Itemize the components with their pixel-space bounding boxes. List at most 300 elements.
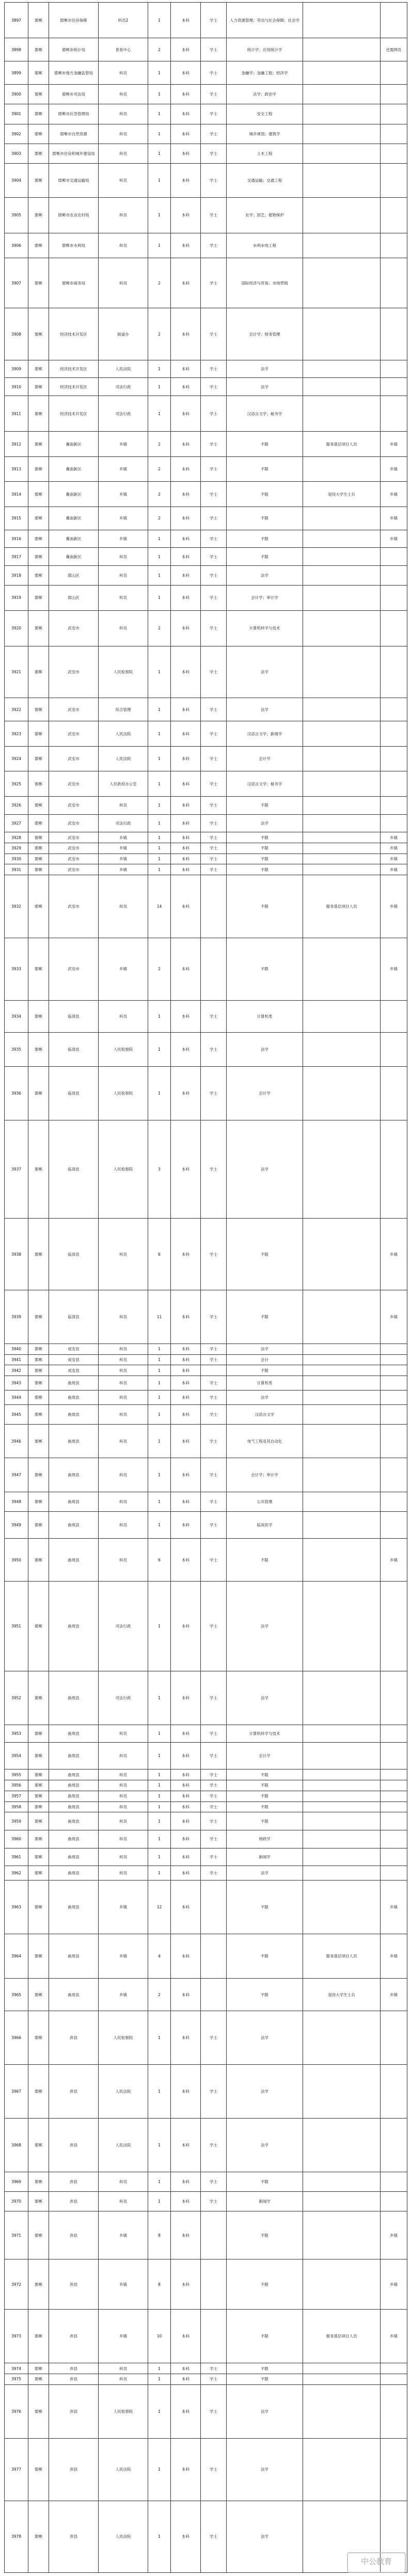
table-cell: 本科 — [171, 258, 201, 308]
table-cell: 科员 — [99, 1424, 148, 1458]
table-cell: 乡镇 — [99, 432, 148, 456]
recruitment-table — [4, 2, 407, 2573]
table-cell: 武安市 — [49, 938, 99, 1000]
table-cell: 乡镇 — [381, 507, 407, 530]
table-row — [5, 1582, 407, 1671]
table-cell: 邯郸市交通运输局 — [49, 163, 99, 197]
table-cell — [381, 1725, 407, 1743]
table-cell: 邯郸 — [28, 507, 49, 530]
table-cell — [381, 233, 407, 258]
table-cell: 科员 — [99, 1743, 148, 1769]
table-row — [5, 104, 407, 124]
table-cell: 乡镇 — [99, 843, 148, 854]
table-cell: 科员 — [99, 1801, 148, 1812]
table-cell — [381, 61, 407, 85]
table-cell: 邯郸 — [28, 1979, 49, 2011]
table-cell: 3931 — [5, 864, 28, 875]
table-cell: 交通运输；交通工程 — [227, 163, 303, 197]
table-cell: 学士 — [201, 1791, 227, 1801]
table-cell: 冀南新区 — [49, 530, 99, 548]
table-cell: 临漳县 — [49, 1290, 99, 1344]
table-row — [5, 610, 407, 646]
table-cell: 邯郸 — [28, 843, 49, 854]
table-cell: 3 — [148, 1120, 171, 1219]
table-cell: 乡镇 — [99, 1934, 148, 1979]
table-cell — [381, 548, 407, 566]
table-cell: 1 — [148, 864, 171, 875]
table-row — [5, 144, 407, 163]
table-cell: 本科 — [171, 1801, 201, 1812]
table-row — [5, 1066, 407, 1120]
table-cell: 1 — [148, 2374, 171, 2384]
table-cell: 法学 — [227, 646, 303, 698]
table-cell: 学士 — [201, 1492, 227, 1512]
table-cell: 学士 — [201, 482, 227, 507]
table-cell: 本科 — [171, 1791, 201, 1801]
table-cell: 本科 — [171, 104, 201, 124]
table-cell: 科员 — [99, 1404, 148, 1424]
table-cell — [303, 507, 381, 530]
table-cell: 3939 — [5, 1290, 28, 1344]
table-cell — [381, 1830, 407, 1848]
table-cell: 曲周县 — [49, 1404, 99, 1424]
table-cell — [303, 1120, 381, 1219]
table-cell: 邯郸 — [28, 38, 49, 61]
table-cell — [303, 864, 381, 875]
table-cell: 学士 — [201, 197, 227, 233]
table-cell: 学士 — [201, 38, 227, 61]
table-cell — [303, 1033, 381, 1067]
table-cell: 邯郸市农业农村局 — [49, 197, 99, 233]
table-cell: 不限 — [227, 548, 303, 566]
table-cell: 3976 — [5, 2384, 28, 2438]
table-cell: 3963 — [5, 1880, 28, 1934]
table-cell: 邯山区 — [49, 566, 99, 586]
table-cell: 会计学；审计学 — [227, 1458, 303, 1492]
table-cell: 人民法院 — [99, 2438, 148, 2501]
table-row — [5, 771, 407, 796]
table-cell: 1 — [148, 1512, 171, 1539]
table-cell: 本科 — [171, 1344, 201, 1354]
table-row — [5, 1000, 407, 1032]
table-cell: 3926 — [5, 796, 28, 814]
table-cell: 法学 — [227, 1866, 303, 1880]
table-cell — [201, 1880, 227, 1934]
table-cell: 科员 — [99, 1365, 148, 1376]
table-cell: 邯郸 — [28, 2259, 49, 2310]
table-cell: 学士 — [201, 1424, 227, 1458]
table-cell: 11 — [148, 1290, 171, 1344]
table-cell: 学士 — [201, 258, 227, 308]
table-cell: 新闻学 — [227, 2191, 303, 2211]
table-cell — [381, 721, 407, 746]
table-cell: 科员 — [99, 796, 148, 814]
table-row — [5, 1769, 407, 1780]
table-cell: 4 — [148, 1934, 171, 1979]
table-cell — [381, 1404, 407, 1424]
table-cell: 3961 — [5, 1848, 28, 1866]
table-cell — [381, 1376, 407, 1390]
table-cell: 学士 — [201, 530, 227, 548]
table-cell: 会计学 — [227, 1743, 303, 1769]
table-cell: 6 — [148, 1219, 171, 1290]
table-cell: 3935 — [5, 1033, 28, 1067]
table-cell — [201, 1934, 227, 1979]
table-cell: 1 — [148, 1033, 171, 1067]
table-cell: 3936 — [5, 1066, 28, 1120]
table-cell — [381, 1780, 407, 1791]
table-cell: 3924 — [5, 746, 28, 771]
table-cell: 乡镇 — [99, 530, 148, 548]
table-cell: 1 — [148, 1812, 171, 1830]
table-cell — [303, 1880, 381, 1934]
table-row — [5, 746, 407, 771]
table-cell: 不限 — [227, 2310, 303, 2363]
table-cell: 邯郸 — [28, 1582, 49, 1671]
table-cell: 学士 — [201, 2363, 227, 2374]
table-cell: 不限 — [227, 1801, 303, 1812]
table-cell: 不限 — [227, 1791, 303, 1801]
table-cell: 涉县 — [49, 2374, 99, 2384]
table-cell: 3965 — [5, 1979, 28, 2011]
table-cell: 武安市 — [49, 610, 99, 646]
table-cell — [303, 378, 381, 396]
table-cell: 武安市 — [49, 746, 99, 771]
table-cell: 学士 — [201, 843, 227, 854]
table-cell: 3966 — [5, 2011, 28, 2064]
table-cell — [303, 163, 381, 197]
table-cell — [381, 2191, 407, 2211]
table-cell — [303, 814, 381, 832]
table-cell: 不限 — [227, 1812, 303, 1830]
table-cell: 邯郸 — [28, 163, 49, 197]
table-cell: 邯郸 — [28, 1424, 49, 1458]
table-cell: 1 — [148, 2172, 171, 2191]
table-cell: 学士 — [201, 3, 227, 38]
table-cell — [303, 530, 381, 548]
table-row — [5, 1725, 407, 1743]
table-row — [5, 396, 407, 432]
table-cell: 本科 — [171, 163, 201, 197]
table-cell: 3950 — [5, 1539, 28, 1582]
table-cell: 涉县 — [49, 2310, 99, 2363]
table-cell: 3917 — [5, 548, 28, 566]
table-row — [5, 1812, 407, 1830]
table-row — [5, 2211, 407, 2259]
table-cell: 本科 — [171, 61, 201, 85]
table-cell: 学士 — [201, 854, 227, 864]
table-cell: 科员 — [99, 2374, 148, 2384]
table-cell: 本科 — [171, 1780, 201, 1791]
table-cell: 3900 — [5, 85, 28, 104]
table-cell: 人民检察院 — [99, 1066, 148, 1120]
table-cell: 武安市 — [49, 721, 99, 746]
table-cell: 科员 — [99, 1780, 148, 1791]
table-cell — [303, 1848, 381, 1866]
table-cell: 汉语言文学；秘书学 — [227, 771, 303, 796]
table-cell: 武安市 — [49, 646, 99, 698]
table-cell: 学士 — [201, 1512, 227, 1539]
table-cell: 邯郸 — [28, 360, 49, 378]
table-row — [5, 698, 407, 721]
table-cell — [303, 610, 381, 646]
table-cell — [303, 1290, 381, 1344]
table-cell: 学士 — [201, 2064, 227, 2118]
table-cell — [303, 586, 381, 610]
table-cell: 学士 — [201, 566, 227, 586]
table-cell: 1 — [148, 814, 171, 832]
table-cell — [303, 1354, 381, 1365]
table-row — [5, 507, 407, 530]
table-cell: 学士 — [201, 586, 227, 610]
table-cell: 1 — [148, 144, 171, 163]
table-cell: 1 — [148, 2501, 171, 2572]
table-cell: 学士 — [201, 1780, 227, 1791]
table-cell: 本科 — [171, 2310, 201, 2363]
table-cell: 科员 — [99, 1866, 148, 1880]
table-cell: 邯郸 — [28, 2172, 49, 2191]
table-cell: 学士 — [201, 2374, 227, 2384]
table-cell: 临漳县 — [49, 1033, 99, 1067]
table-cell: 14 — [148, 875, 171, 938]
table-cell: 还需网页 — [381, 38, 407, 61]
table-cell: 邯郸 — [28, 646, 49, 698]
table-row — [5, 2172, 407, 2191]
table-cell: 科员 — [99, 104, 148, 124]
table-cell: 汉语言文学 — [227, 1404, 303, 1424]
position-table — [4, 2, 407, 2573]
table-cell: 邯郸 — [28, 2211, 49, 2259]
table-cell: 1 — [148, 1492, 171, 1512]
table-cell: 学士 — [201, 698, 227, 721]
table-cell: 学士 — [201, 1769, 227, 1780]
table-cell: 临漳县 — [49, 1219, 99, 1290]
table-cell: 3974 — [5, 2363, 28, 2374]
table-cell: 2 — [148, 456, 171, 481]
table-cell: 1 — [148, 721, 171, 746]
table-cell: 学士 — [201, 2384, 227, 2438]
table-cell: 本科 — [171, 1671, 201, 1725]
table-cell: 不限 — [227, 2211, 303, 2259]
table-cell: 3927 — [5, 814, 28, 832]
table-cell: 曲周县 — [49, 1582, 99, 1671]
table-row — [5, 814, 407, 832]
table-cell: 邯郸 — [28, 1000, 49, 1032]
table-cell: 汉语言文学；秘书学 — [227, 396, 303, 432]
table-cell: 服务基层项目人员 — [303, 1934, 381, 1979]
table-cell: 金融学；金融工程；经济学 — [227, 61, 303, 85]
table-cell: 邯郸 — [28, 1354, 49, 1365]
table-cell: 邯郸 — [28, 814, 49, 832]
table-cell: 学士 — [201, 1120, 227, 1219]
table-cell: 1 — [148, 771, 171, 796]
table-cell: 法学 — [227, 360, 303, 378]
table-cell: 1 — [148, 2064, 171, 2118]
table-cell: 普查中心 — [99, 38, 148, 61]
table-cell: 不限 — [227, 938, 303, 1000]
table-cell: 1 — [148, 1344, 171, 1354]
table-cell — [381, 124, 407, 144]
table-cell: 涉县 — [49, 2172, 99, 2191]
table-cell: 邯郸 — [28, 864, 49, 875]
table-cell: 科员 — [99, 124, 148, 144]
table-cell: 邯郸 — [28, 1344, 49, 1354]
table-cell: 涉县 — [49, 2211, 99, 2259]
table-cell: 成安县 — [49, 1344, 99, 1354]
table-cell: 成安县 — [49, 1365, 99, 1376]
table-cell: 3916 — [5, 530, 28, 548]
table-cell — [381, 1743, 407, 1769]
table-cell — [201, 2310, 227, 2363]
table-cell: 科员 — [99, 1376, 148, 1390]
table-cell: 邯郸 — [28, 233, 49, 258]
table-cell: 邯郸市自然资源 — [49, 124, 99, 144]
table-cell: 科员 — [99, 610, 148, 646]
table-cell: 不限 — [227, 2363, 303, 2374]
table-cell: 统计学；应用统计学 — [227, 38, 303, 61]
table-cell: 本科 — [171, 586, 201, 610]
table-cell: 科员 — [99, 163, 148, 197]
table-cell: 法学 — [227, 378, 303, 396]
table-cell: 学士 — [201, 1376, 227, 1390]
table-cell: 1 — [148, 2384, 171, 2438]
table-row — [5, 258, 407, 308]
table-cell: 本科 — [171, 832, 201, 843]
table-cell: 本科 — [171, 2363, 201, 2374]
table-cell: 本科 — [171, 378, 201, 396]
table-cell: 学士 — [201, 1066, 227, 1120]
table-cell: 邯郸 — [28, 2310, 49, 2363]
table-cell: 学士 — [201, 396, 227, 432]
table-cell: 学士 — [201, 1458, 227, 1492]
table-cell: 3920 — [5, 610, 28, 646]
table-cell — [303, 2011, 381, 2064]
table-row — [5, 566, 407, 586]
table-cell: 3971 — [5, 2211, 28, 2259]
table-row — [5, 854, 407, 864]
table-cell: 土木工程 — [227, 144, 303, 163]
table-cell — [381, 1671, 407, 1725]
table-cell: 邯郸 — [28, 2363, 49, 2374]
table-row — [5, 85, 407, 104]
table-cell — [381, 1769, 407, 1780]
table-cell: 邯郸 — [28, 771, 49, 796]
table-cell: 1 — [148, 1780, 171, 1791]
table-cell: 邯郸 — [28, 61, 49, 85]
table-cell: 乡镇 — [99, 482, 148, 507]
table-cell: 3969 — [5, 2172, 28, 2191]
table-cell: 科员 — [99, 1848, 148, 1866]
table-row — [5, 586, 407, 610]
table-cell: 人民政府办公室 — [99, 771, 148, 796]
table-row — [5, 1424, 407, 1458]
table-cell: 本科 — [171, 1539, 201, 1582]
table-cell — [381, 378, 407, 396]
table-cell: 临床医学 — [227, 1512, 303, 1539]
table-cell: 法学 — [227, 1582, 303, 1671]
table-cell — [381, 1801, 407, 1812]
table-cell: 1 — [148, 796, 171, 814]
table-row — [5, 3, 407, 38]
table-cell: 本科 — [171, 771, 201, 796]
table-row — [5, 1404, 407, 1424]
table-cell — [303, 1390, 381, 1404]
table-cell: 邯郸 — [28, 1934, 49, 1979]
table-cell: 本科 — [171, 1033, 201, 1067]
table-cell: 不限 — [227, 2259, 303, 2310]
table-cell: 本科 — [171, 3, 201, 38]
table-cell: 不限 — [227, 1539, 303, 1582]
table-cell: 乡镇 — [99, 2211, 148, 2259]
table-cell: 乡镇 — [381, 456, 407, 481]
table-cell: 人民法院 — [99, 721, 148, 746]
table-row — [5, 864, 407, 875]
table-cell: 1 — [148, 1848, 171, 1866]
table-cell: 1 — [148, 3, 171, 38]
table-cell — [303, 1671, 381, 1725]
table-cell: 邯郸 — [28, 2064, 49, 2118]
table-cell: 本科 — [171, 2259, 201, 2310]
table-cell: 经济技术开发区 — [49, 360, 99, 378]
table-cell: 科员 — [99, 1812, 148, 1830]
table-cell: 3909 — [5, 360, 28, 378]
table-cell: 曲周县 — [49, 1880, 99, 1934]
table-cell: 曲周县 — [49, 1512, 99, 1539]
table-cell: 水利水电工程 — [227, 233, 303, 258]
table-row — [5, 2064, 407, 2118]
table-cell — [381, 197, 407, 233]
table-cell: 学士 — [201, 360, 227, 378]
table-cell: 邯郸 — [28, 938, 49, 1000]
table-cell: 不限 — [227, 1934, 303, 1979]
table-cell: 不限 — [227, 796, 303, 814]
table-cell: 乡镇 — [381, 1539, 407, 1582]
table-cell: 学士 — [201, 144, 227, 163]
table-cell: 学士 — [201, 1344, 227, 1354]
table-cell: 不限 — [227, 530, 303, 548]
table-cell: 科员 — [99, 2191, 148, 2211]
table-cell: 3952 — [5, 1671, 28, 1725]
table-cell: 邯郸 — [28, 1769, 49, 1780]
table-cell: 不限 — [227, 1780, 303, 1791]
table-cell: 1 — [148, 843, 171, 854]
table-cell: 学士 — [201, 2501, 227, 2572]
table-cell: 临漳县 — [49, 1066, 99, 1120]
table-cell: 3947 — [5, 1458, 28, 1492]
table-cell: 本科 — [171, 1354, 201, 1365]
table-cell: 不限 — [227, 456, 303, 481]
table-cell — [303, 1582, 381, 1671]
table-cell: 1 — [148, 698, 171, 721]
table-row — [5, 38, 407, 61]
table-cell: 涉县 — [49, 2384, 99, 2438]
table-cell: 1 — [148, 2191, 171, 2211]
table-cell: 科员 — [99, 197, 148, 233]
table-cell: 本科 — [171, 1066, 201, 1120]
table-cell — [381, 1390, 407, 1404]
table-cell — [381, 308, 407, 360]
table-cell: 乡镇 — [381, 482, 407, 507]
table-cell: 本科 — [171, 38, 201, 61]
table-cell: 本科 — [171, 2172, 201, 2191]
table-cell: 3903 — [5, 144, 28, 163]
table-cell: 本科 — [171, 843, 201, 854]
table-cell — [303, 796, 381, 814]
table-cell: 乡镇 — [381, 864, 407, 875]
table-cell: 学士 — [201, 85, 227, 104]
table-cell: 学士 — [201, 1801, 227, 1812]
table-cell: 学士 — [201, 814, 227, 832]
